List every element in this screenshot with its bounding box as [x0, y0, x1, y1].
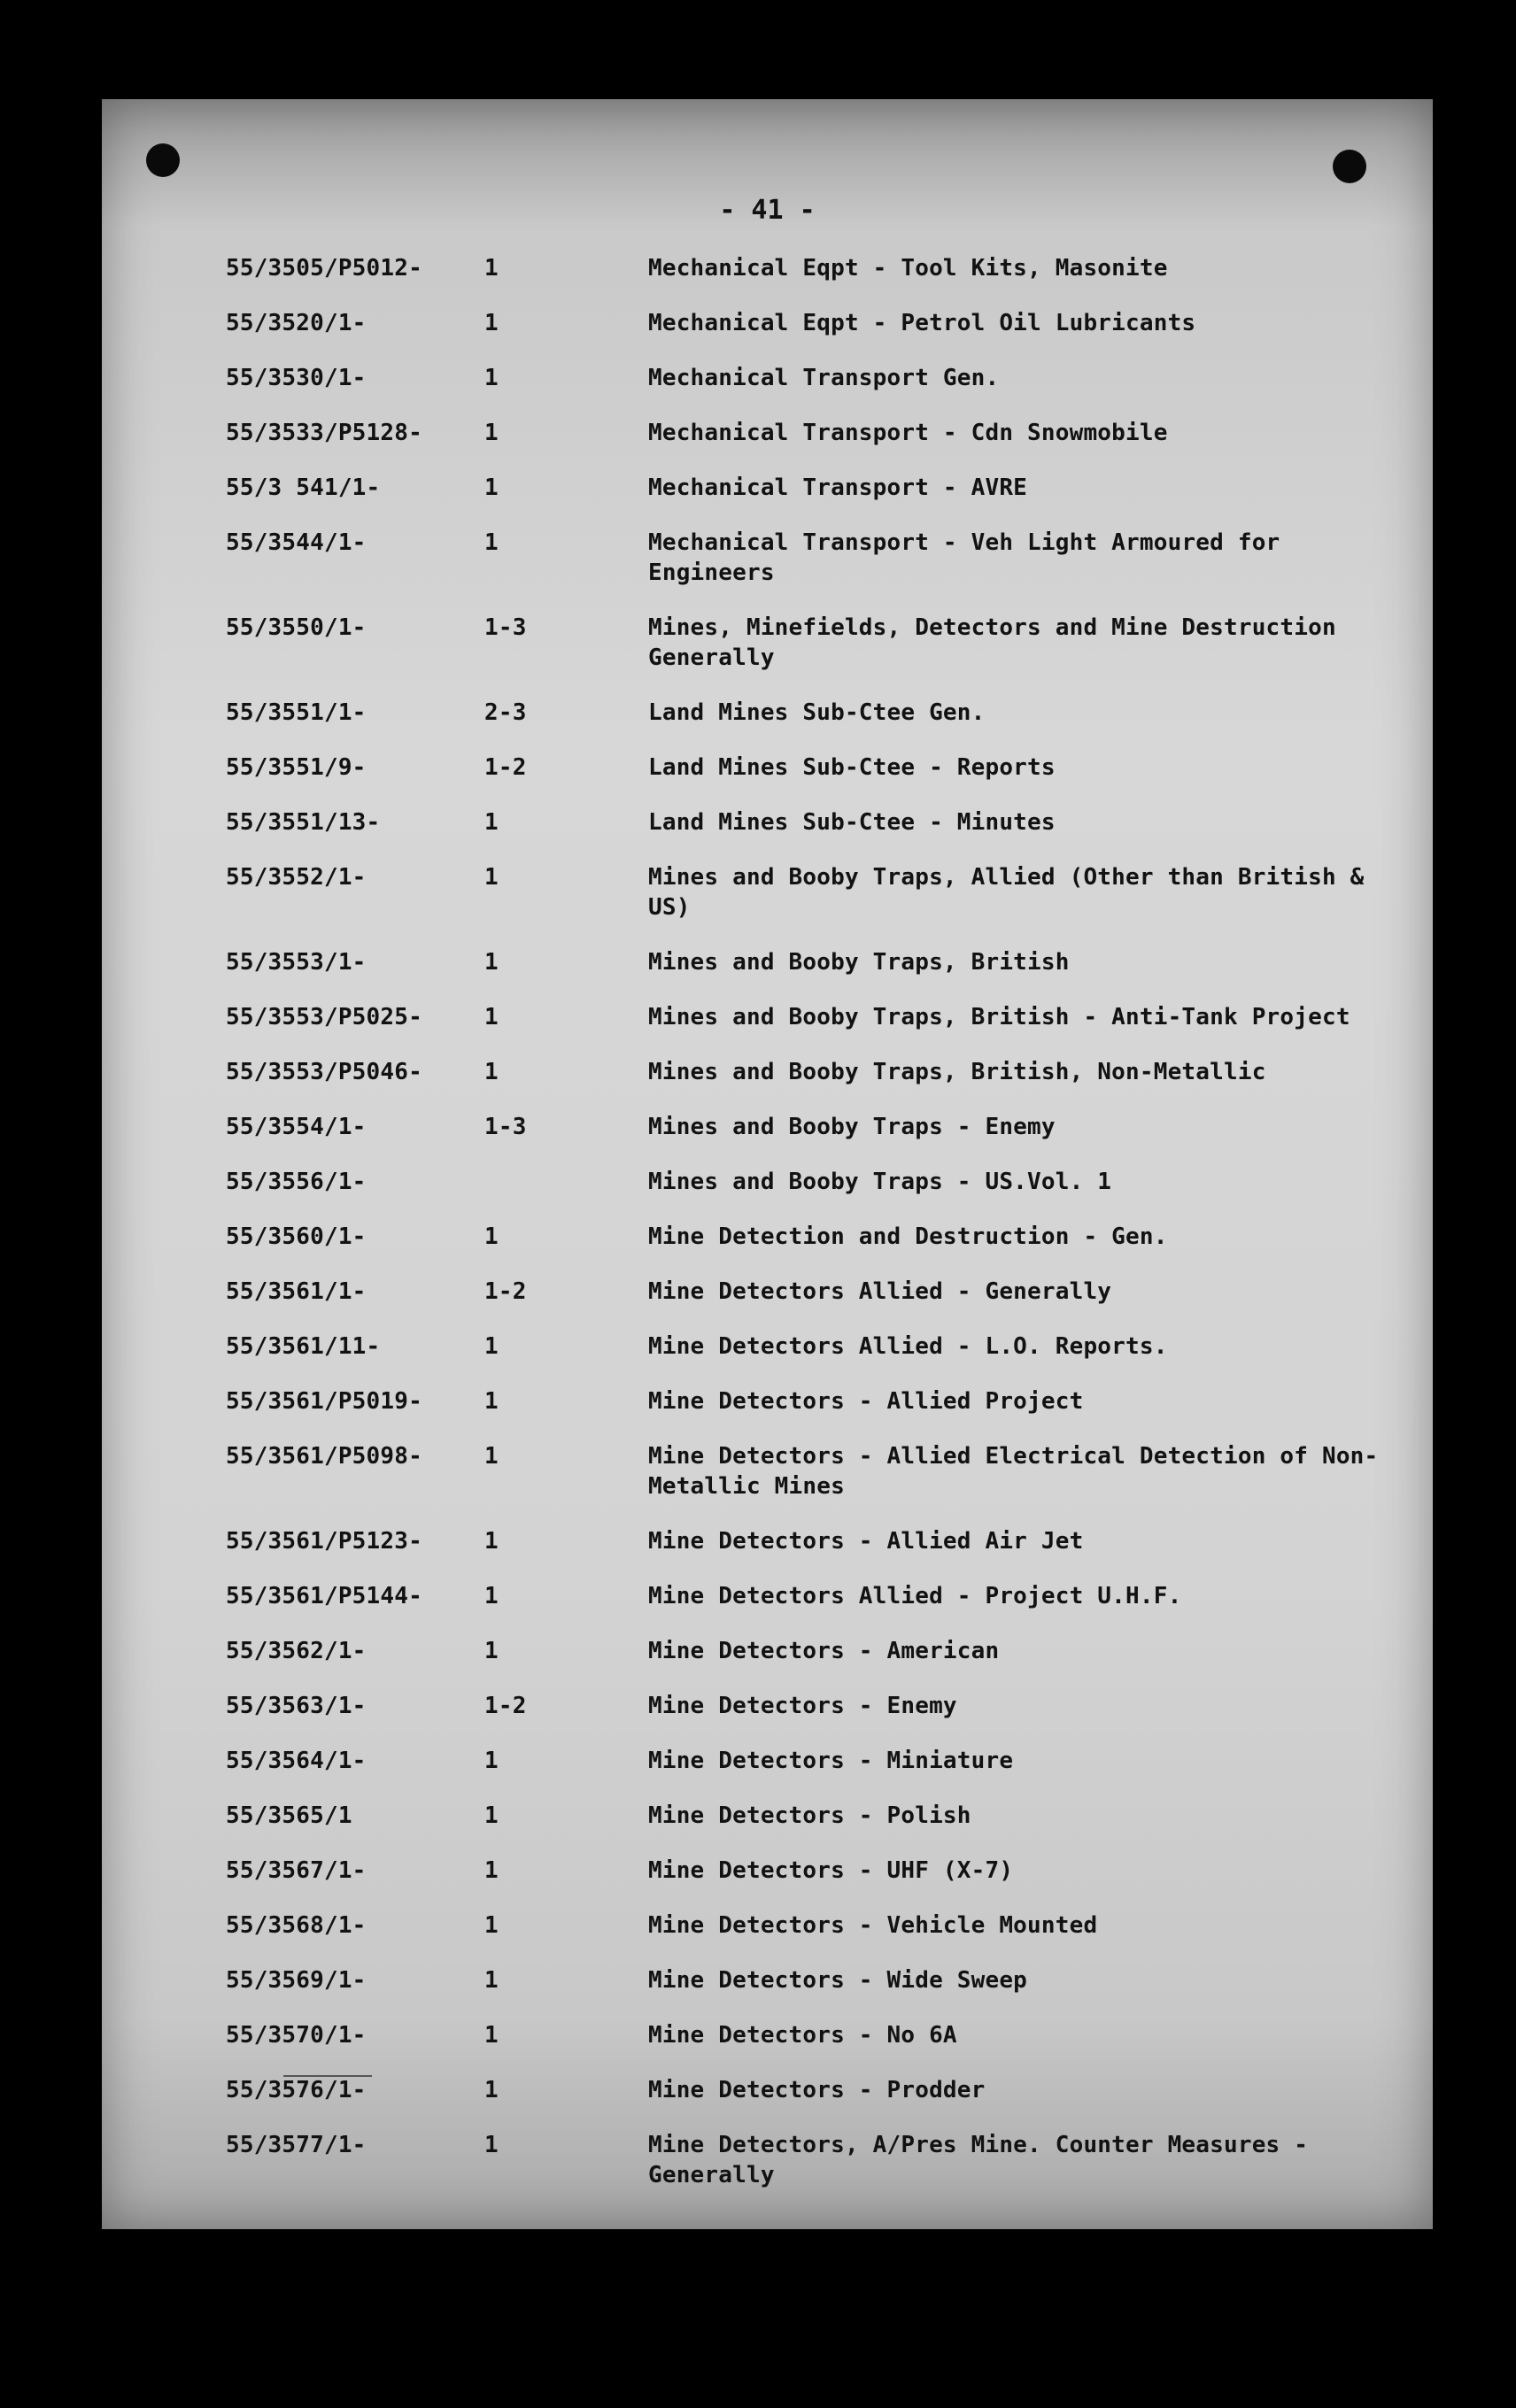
volume-range: 1 — [484, 1912, 499, 1939]
file-reference: 55/3561/P5019- — [226, 1388, 422, 1415]
list-item — [102, 1100, 1433, 1154]
file-reference: 55/3552/1- — [226, 864, 367, 891]
volume-range: 1 — [484, 949, 499, 976]
list-item — [102, 850, 1433, 935]
volume-range: 1 — [484, 1528, 499, 1555]
volume-range: 1-2 — [484, 1278, 527, 1305]
file-reference: 55/3530/1- — [226, 365, 367, 391]
file-subject: Mechanical Eqpt - Petrol Oil Lubricants — [648, 310, 1196, 336]
list-item — [102, 1045, 1433, 1100]
file-subject: Mechanical Transport - Cdn Snowmobile — [648, 420, 1168, 446]
file-reference: 55/3567/1- — [226, 1857, 367, 1884]
file-reference: 55/3553/P5046- — [226, 1059, 422, 1085]
list-item — [102, 515, 1433, 600]
volume-range: 1 — [484, 1004, 499, 1030]
list-item — [102, 1429, 1433, 1514]
volume-range: 1-3 — [484, 1114, 527, 1140]
file-subject: Land Mines Sub-Ctee - Reports — [648, 754, 1056, 781]
list-item — [102, 2063, 1433, 2118]
volume-range: 1 — [484, 2022, 499, 2049]
list-item — [102, 1264, 1433, 1319]
file-subject: Mines and Booby Traps, British - Anti-Tank Project — [648, 1004, 1350, 1030]
file-reference: 55/3556/1- — [226, 1169, 367, 1195]
file-reference: 55/3550/1- — [226, 614, 367, 641]
volume-range: 1 — [484, 1638, 499, 1664]
file-reference: 55/3561/P5098- — [226, 1443, 422, 1470]
file-subject: Mine Detectors, A/Pres Mine. Counter Measures - Generally — [648, 2132, 1309, 2188]
volume-range: 1 — [484, 1443, 499, 1470]
volume-range: 2-3 — [484, 699, 527, 726]
file-reference: 55/3577/1- — [226, 2132, 367, 2158]
file-reference: 55/3551/9- — [226, 754, 367, 781]
file-reference: 55/3564/1- — [226, 1748, 367, 1774]
list-item — [102, 1679, 1433, 1733]
list-item — [102, 1319, 1433, 1374]
file-reference: 55/3569/1- — [226, 1967, 367, 1994]
list-item — [102, 1374, 1433, 1429]
document-page — [102, 99, 1433, 2229]
volume-range: 1 — [484, 255, 499, 282]
file-subject: Mine Detectors - American — [648, 1638, 1000, 1664]
divider-line — [283, 2075, 372, 2077]
file-subject: Mine Detectors - Wide Sweep — [648, 1967, 1028, 1994]
list-item — [102, 296, 1433, 351]
file-reference: 55/3551/13- — [226, 809, 381, 836]
file-subject: Mine Detectors - Polish — [648, 1802, 971, 1829]
file-reference: 55/3505/P5012- — [226, 255, 422, 282]
list-item — [102, 1788, 1433, 1843]
list-item — [102, 241, 1433, 296]
list-item — [102, 1624, 1433, 1679]
file-subject: Mines and Booby Traps - US.Vol. 1 — [648, 1169, 1112, 1195]
volume-range: 1 — [484, 809, 499, 836]
file-register-list — [102, 241, 1433, 2203]
file-reference: 55/3551/1- — [226, 699, 367, 726]
file-reference: 55/3576/1- — [226, 2077, 367, 2103]
file-subject: Land Mines Sub-Ctee Gen. — [648, 699, 986, 726]
file-reference: 55/3 541/1- — [226, 475, 381, 501]
file-reference: 55/3554/1- — [226, 1114, 367, 1140]
file-reference: 55/3565/1 — [226, 1802, 352, 1829]
volume-range: 1 — [484, 1583, 499, 1609]
file-reference: 55/3561/P5123- — [226, 1528, 422, 1555]
file-subject: Mechanical Eqpt - Tool Kits, Masonite — [648, 255, 1168, 282]
file-subject: Land Mines Sub-Ctee - Minutes — [648, 809, 1056, 836]
file-subject: Mine Detectors - Prodder — [648, 2077, 986, 2103]
file-subject: Mine Detectors Allied - Generally — [648, 1278, 1112, 1305]
file-subject: Mine Detectors - UHF (X-7) — [648, 1857, 1014, 1884]
file-reference: 55/3568/1- — [226, 1912, 367, 1939]
list-item — [102, 2118, 1433, 2203]
file-subject: Mines, Minefields, Detectors and Mine Destruction Generally — [648, 614, 1336, 671]
volume-range: 1 — [484, 1748, 499, 1774]
file-subject: Mine Detectors - Vehicle Mounted — [648, 1912, 1098, 1939]
list-item — [102, 1569, 1433, 1624]
file-subject: Mines and Booby Traps, Allied (Other than British & US) — [648, 864, 1365, 921]
file-reference: 55/3561/11- — [226, 1333, 381, 1360]
file-reference: 55/3560/1- — [226, 1223, 367, 1250]
file-subject: Mine Detectors - Miniature — [648, 1748, 1014, 1774]
page-number: - 41 - — [719, 195, 816, 226]
volume-range: 1 — [484, 365, 499, 391]
punch-hole-left — [146, 143, 180, 177]
volume-range: 1 — [484, 1967, 499, 1994]
list-item — [102, 1898, 1433, 1953]
list-item — [102, 1209, 1433, 1264]
list-item — [102, 685, 1433, 740]
volume-range: 1-3 — [484, 614, 527, 641]
file-subject: Mine Detectors - No 6A — [648, 2022, 957, 2049]
volume-range: 1-2 — [484, 754, 527, 781]
file-reference: 55/3520/1- — [226, 310, 367, 336]
list-item — [102, 600, 1433, 685]
volume-range: 1 — [484, 310, 499, 336]
volume-range: 1 — [484, 2132, 499, 2158]
file-reference: 55/3561/P5144- — [226, 1583, 422, 1609]
list-item — [102, 1843, 1433, 1898]
list-item — [102, 1953, 1433, 2008]
file-subject: Mine Detectors - Allied Electrical Detection of Non-Metallic Mines — [648, 1443, 1379, 1500]
list-item — [102, 1514, 1433, 1569]
file-subject: Mine Detection and Destruction - Gen. — [648, 1223, 1168, 1250]
file-subject: Mines and Booby Traps - Enemy — [648, 1114, 1056, 1140]
volume-range: 1 — [484, 420, 499, 446]
file-reference: 55/3561/1- — [226, 1278, 367, 1305]
file-reference: 55/3563/1- — [226, 1693, 367, 1719]
list-item — [102, 405, 1433, 460]
file-reference: 55/3562/1- — [226, 1638, 367, 1664]
file-subject: Mine Detectors - Allied Air Jet — [648, 1528, 1084, 1555]
file-subject: Mechanical Transport Gen. — [648, 365, 1000, 391]
list-item — [102, 935, 1433, 990]
volume-range: 1 — [484, 1857, 499, 1884]
file-reference: 55/3553/1- — [226, 949, 367, 976]
list-item — [102, 990, 1433, 1045]
file-subject: Mines and Booby Traps, British — [648, 949, 1070, 976]
list-item — [102, 1733, 1433, 1788]
volume-range: 1 — [484, 475, 499, 501]
file-subject: Mechanical Transport - Veh Light Armoured for Engineers — [648, 529, 1280, 586]
list-item — [102, 1154, 1433, 1209]
punch-hole-right — [1333, 150, 1366, 183]
volume-range: 1 — [484, 2077, 499, 2103]
volume-range: 1 — [484, 1802, 499, 1829]
volume-range: 1 — [484, 1388, 499, 1415]
volume-range: 1 — [484, 529, 499, 556]
volume-range: 1 — [484, 864, 499, 891]
list-item — [102, 740, 1433, 795]
list-item — [102, 460, 1433, 515]
volume-range: 1 — [484, 1223, 499, 1250]
file-reference: 55/3544/1- — [226, 529, 367, 556]
volume-range: 1-2 — [484, 1693, 527, 1719]
volume-range: 1 — [484, 1059, 499, 1085]
file-reference: 55/3570/1- — [226, 2022, 367, 2049]
file-reference: 55/3533/P5128- — [226, 420, 422, 446]
file-subject: Mine Detectors Allied - Project U.H.F. — [648, 1583, 1182, 1609]
file-subject: Mechanical Transport - AVRE — [648, 475, 1028, 501]
file-subject: Mine Detectors - Enemy — [648, 1693, 957, 1719]
file-subject: Mine Detectors - Allied Project — [648, 1388, 1084, 1415]
list-item — [102, 2008, 1433, 2063]
list-item — [102, 351, 1433, 405]
file-subject: Mine Detectors Allied - L.O. Reports. — [648, 1333, 1168, 1360]
file-reference: 55/3553/P5025- — [226, 1004, 422, 1030]
file-subject: Mines and Booby Traps, British, Non-Metallic — [648, 1059, 1266, 1085]
list-item — [102, 795, 1433, 850]
volume-range: 1 — [484, 1333, 499, 1360]
